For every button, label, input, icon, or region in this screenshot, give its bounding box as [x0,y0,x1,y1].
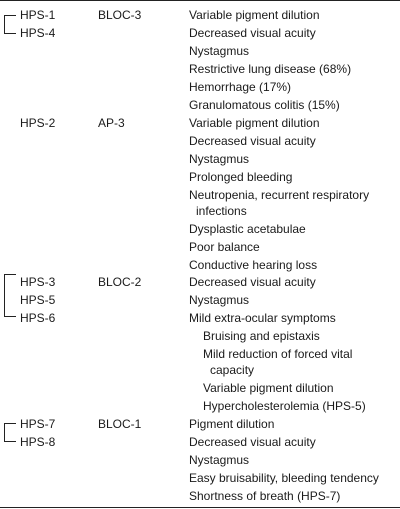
protein-complex: BLOC-3 [98,8,142,22]
feature-item: Neutropenia, recurrent respiratory [189,188,370,202]
feature-item: Decreased visual acuity [189,26,316,40]
feature-item: capacity [210,363,255,377]
feature-item: Mild extra-ocular symptoms [189,311,336,325]
group-bracket-bloc2 [4,274,16,317]
protein-complex: BLOC-2 [98,275,142,289]
group-bracket-bloc1 [4,423,16,442]
feature-item: Mild reduction of forced vital [203,347,353,361]
feature-item: Bruising and epistaxis [203,329,320,343]
feature-item: Easy bruisability, bleeding tendency [189,471,379,485]
feature-item: Conductive hearing loss [189,258,318,272]
feature-item: Nystagmus [189,453,250,467]
feature-item: Restrictive lung disease (68%) [189,62,352,76]
hps-type: HPS-6 [20,311,56,325]
hps-type: HPS-1 [20,8,56,22]
hps-type: HPS-8 [20,435,56,449]
hps-type: HPS-5 [20,293,56,307]
hps-type: HPS-3 [20,275,56,289]
table-bottom-rule [0,507,400,508]
feature-item: Variable pigment dilution [189,116,320,130]
feature-item: Shortness of breath (HPS-7) [189,489,341,503]
feature-item: Decreased visual acuity [189,435,316,449]
hps-type: HPS-7 [20,417,56,431]
feature-item: Poor balance [189,240,260,254]
feature-item: Nystagmus [189,293,250,307]
feature-item: Prolonged bleeding [189,170,293,184]
group-bracket-bloc3 [4,15,16,34]
hps-type: HPS-4 [20,26,56,40]
feature-item: Variable pigment dilution [189,8,320,22]
feature-item: Pigment dilution [189,417,275,431]
feature-item: Decreased visual acuity [189,275,316,289]
feature-item: Dysplastic acetabulae [189,222,306,236]
protein-complex: BLOC-1 [98,417,142,431]
feature-item: Granulomatous colitis (15%) [189,98,340,112]
hps-type: HPS-2 [20,116,56,130]
protein-complex: AP-3 [98,116,125,130]
feature-item: Hypercholesterolemia (HPS-5) [203,399,366,413]
feature-item: Nystagmus [189,152,250,166]
feature-item: Decreased visual acuity [189,134,316,148]
feature-item: Hemorrhage (17%) [189,80,292,94]
feature-item: Nystagmus [189,44,250,58]
table-top-rule [0,0,400,1]
feature-item: Variable pigment dilution [203,381,334,395]
feature-item: infections [196,204,247,218]
